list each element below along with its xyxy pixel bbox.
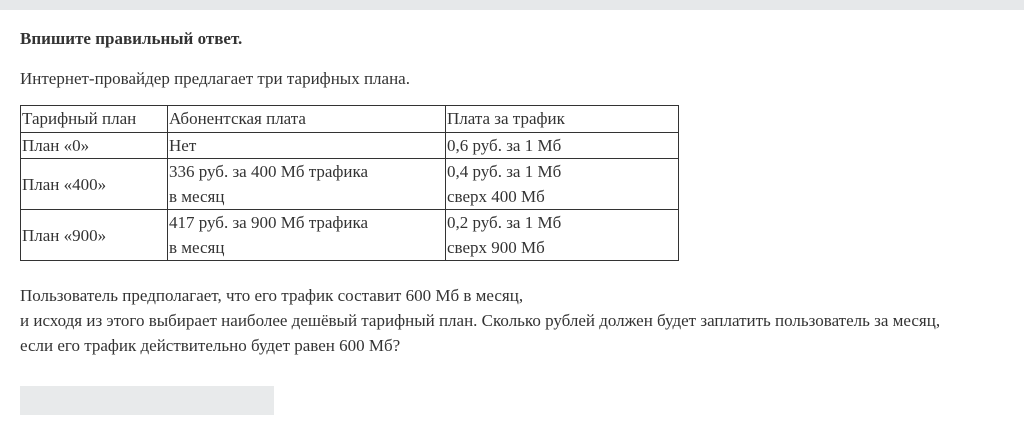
question-line: и исходя из этого выбирает наиболее дешёвый тарифный план. Сколько рублей должен будет заплатить пользователь за месяц, xyxy=(20,311,941,330)
traffic-line: 0,6 руб. за 1 Мб xyxy=(447,136,562,155)
task-instruction: Впишите правильный ответ. xyxy=(20,29,243,48)
traffic-fee xyxy=(446,210,679,261)
plan-name: План «400» xyxy=(21,159,168,210)
plan-name: План «900» xyxy=(21,210,168,261)
table-row xyxy=(21,210,679,261)
fee-line: 336 руб. за 400 Мб трафика xyxy=(169,162,369,181)
table-header-row xyxy=(21,106,679,133)
traffic-line: 0,4 руб. за 1 Мб xyxy=(447,162,562,181)
table-row xyxy=(21,133,679,159)
subscription-fee xyxy=(168,133,446,159)
question-line: Пользователь предполагает, что его трафик составит 600 Мб в месяц, xyxy=(20,286,524,305)
fee-line: в месяц xyxy=(169,238,225,257)
task-question xyxy=(20,283,1010,358)
fee-line: Нет xyxy=(169,136,197,155)
question-line: если его трафик действительно будет равен 600 Мб? xyxy=(20,336,401,355)
fee-line: в месяц xyxy=(169,187,225,206)
table-row xyxy=(21,159,679,210)
traffic-fee xyxy=(446,159,679,210)
subscription-fee xyxy=(168,159,446,210)
header-traffic: Плата за трафик xyxy=(446,106,679,133)
traffic-line: сверх 400 Мб xyxy=(447,187,545,206)
traffic-line: 0,2 руб. за 1 Мб xyxy=(447,213,562,232)
top-bar xyxy=(0,0,1024,10)
header-plan: Тарифный план xyxy=(21,106,168,133)
header-fee: Абонентская плата xyxy=(168,106,446,133)
plan-name: План «0» xyxy=(21,133,168,159)
fee-line: 417 руб. за 900 Мб трафика xyxy=(169,213,369,232)
traffic-fee xyxy=(446,133,679,159)
tariff-table xyxy=(20,105,679,261)
traffic-line: сверх 900 Мб xyxy=(447,238,545,257)
task-content xyxy=(20,26,1010,358)
answer-input[interactable] xyxy=(20,386,274,415)
task-intro: Интернет-провайдер предлагает три тарифных плана. xyxy=(20,69,410,88)
subscription-fee xyxy=(168,210,446,261)
